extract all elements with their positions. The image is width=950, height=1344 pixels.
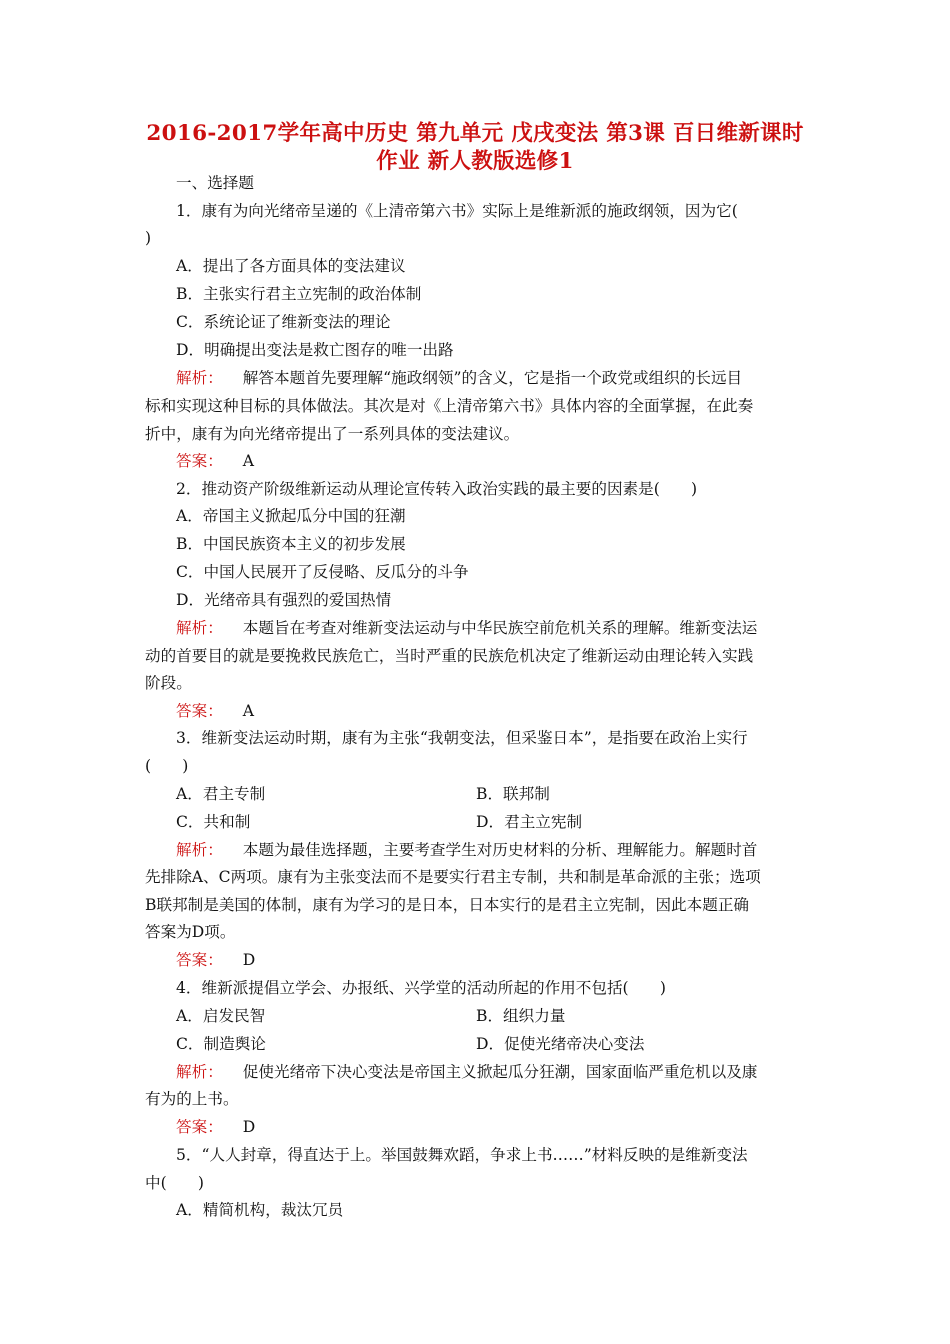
- q4-option-c: C．制造舆论: [176, 1035, 266, 1053]
- q4-answer: [176, 1117, 255, 1137]
- q2-option-c: C．中国人民展开了反侵略、反瓜分的斗争: [176, 563, 469, 581]
- q4-option-d: D．促使光绪帝决心变法: [476, 1035, 645, 1053]
- q2-option-d: D．光绪帝具有强烈的爱国热情: [176, 591, 392, 609]
- q3-explanation-line-2: 先排除A、C两项。康有为主张变法而不是要实行君主专制，共和制是革命派的主张；选项: [145, 868, 761, 886]
- q1-stem: 1．康有为向光绪帝呈递的《上清帝第六书》实际上是维新派的施政纲领，因为它(: [176, 202, 738, 220]
- q3-answer-value: D: [242, 951, 256, 969]
- q2-option-a: A．帝国主义掀起瓜分中国的狂潮: [176, 507, 406, 525]
- answer-label: 答案：: [176, 702, 223, 720]
- q2-option-b: B．中国民族资本主义的初步发展: [176, 535, 406, 553]
- q5-option-a: A．精简机构，裁汰冗员: [176, 1201, 344, 1219]
- explanation-label: 解析：: [176, 841, 223, 859]
- q4-explanation-text: 促使光绪帝下决心变法是帝国主义掀起瓜分狂潮，国家面临严重危机以及康: [242, 1063, 758, 1081]
- q3-stem: 3．维新变法运动时期，康有为主张“我朝变法，但采鉴日本”，是指要在政治上实行: [176, 729, 748, 747]
- q3-stem-cont: ( ): [145, 757, 189, 775]
- explanation-label: 解析：: [176, 619, 223, 637]
- q3-option-c: C．共和制: [176, 813, 251, 831]
- answer-label: 答案：: [176, 951, 223, 969]
- answer-label: 答案：: [176, 1118, 223, 1136]
- q2-stem: 2．推动资产阶级维新运动从理论宣传转入政治实践的最主要的因素是( ): [176, 480, 698, 498]
- q3-answer: [176, 950, 255, 970]
- q1-option-a: A．提出了各方面具体的变法建议: [176, 257, 406, 275]
- q4-stem: 4．维新派提倡立学会、办报纸、兴学堂的活动所起的作用不包括( ): [176, 979, 666, 997]
- q2-explanation-text: 本题旨在考查对维新变法运动与中华民族空前危机关系的理解。维新变法运: [242, 619, 758, 637]
- q5-stem: 5．“人人封章，得直达于上。举国鼓舞欢蹈，争求上书……”材料反映的是维新变法: [176, 1146, 748, 1164]
- q3-option-a: A．君主专制: [176, 785, 266, 803]
- q1-answer-value: A: [242, 452, 255, 470]
- q4-answer-value: D: [242, 1118, 256, 1136]
- q1-explanation: [176, 368, 742, 388]
- q3-explanation-line-4: 答案为D项。: [145, 923, 236, 941]
- q3-explanation-line-3: B联邦制是美国的体制，康有为学习的是日本，日本实行的是君主立宪制，因此本题正确: [145, 896, 750, 914]
- q1-stem-cont: ): [145, 229, 152, 247]
- q4-option-a: A．启发民智: [176, 1007, 266, 1025]
- q3-option-d: D．君主立宪制: [476, 813, 583, 831]
- q5-stem-cont: 中( ): [145, 1174, 204, 1192]
- section-heading: 一、选择题: [176, 174, 254, 192]
- q2-answer: [176, 701, 254, 721]
- q3-option-b: B．联邦制: [476, 785, 550, 803]
- q1-option-c: C．系统论证了维新变法的理论: [176, 313, 391, 331]
- q4-explanation-line-2: 有为的上书。: [145, 1090, 239, 1108]
- q2-explanation-line-2: 动的首要目的就是要挽救民族危亡，当时严重的民族危机决定了维新运动由理论转入实践: [145, 647, 754, 665]
- explanation-label: 解析：: [176, 369, 223, 387]
- title-line-2: 作业 新人教版选修1: [376, 149, 574, 174]
- q3-explanation: [176, 840, 757, 860]
- answer-label: 答案：: [176, 452, 223, 470]
- q2-explanation-line-3: 阶段。: [145, 674, 192, 692]
- q2-answer-value: A: [242, 702, 255, 720]
- q1-explanation-text: 解答本题首先要理解“施政纲领”的含义，它是指一个政党或组织的长远目: [242, 369, 743, 387]
- q3-explanation-text: 本题为最佳选择题，主要考查学生对历史材料的分析、理解能力。解题时首: [242, 841, 758, 859]
- explanation-label: 解析：: [176, 1063, 223, 1081]
- q1-option-b: B．主张实行君主立宪制的政治体制: [176, 285, 422, 303]
- title-line-1: 2016-2017学年高中历史 第九单元 戊戌变法 第3课 百日维新课时: [146, 121, 804, 146]
- q2-explanation: [176, 618, 757, 638]
- q1-explanation-line-3: 折中，康有为向光绪帝提出了一系列具体的变法建议。: [145, 425, 520, 443]
- q1-explanation-line-2: 标和实现这种目标的具体做法。其次是对《上清帝第六书》具体内容的全面掌握，在此奏: [145, 397, 754, 415]
- q1-option-d: D．明确提出变法是救亡图存的唯一出路: [176, 341, 454, 359]
- q1-answer: [176, 451, 254, 471]
- document-title: [130, 120, 820, 176]
- q4-explanation: [176, 1062, 757, 1082]
- q4-option-b: B．组织力量: [476, 1007, 566, 1025]
